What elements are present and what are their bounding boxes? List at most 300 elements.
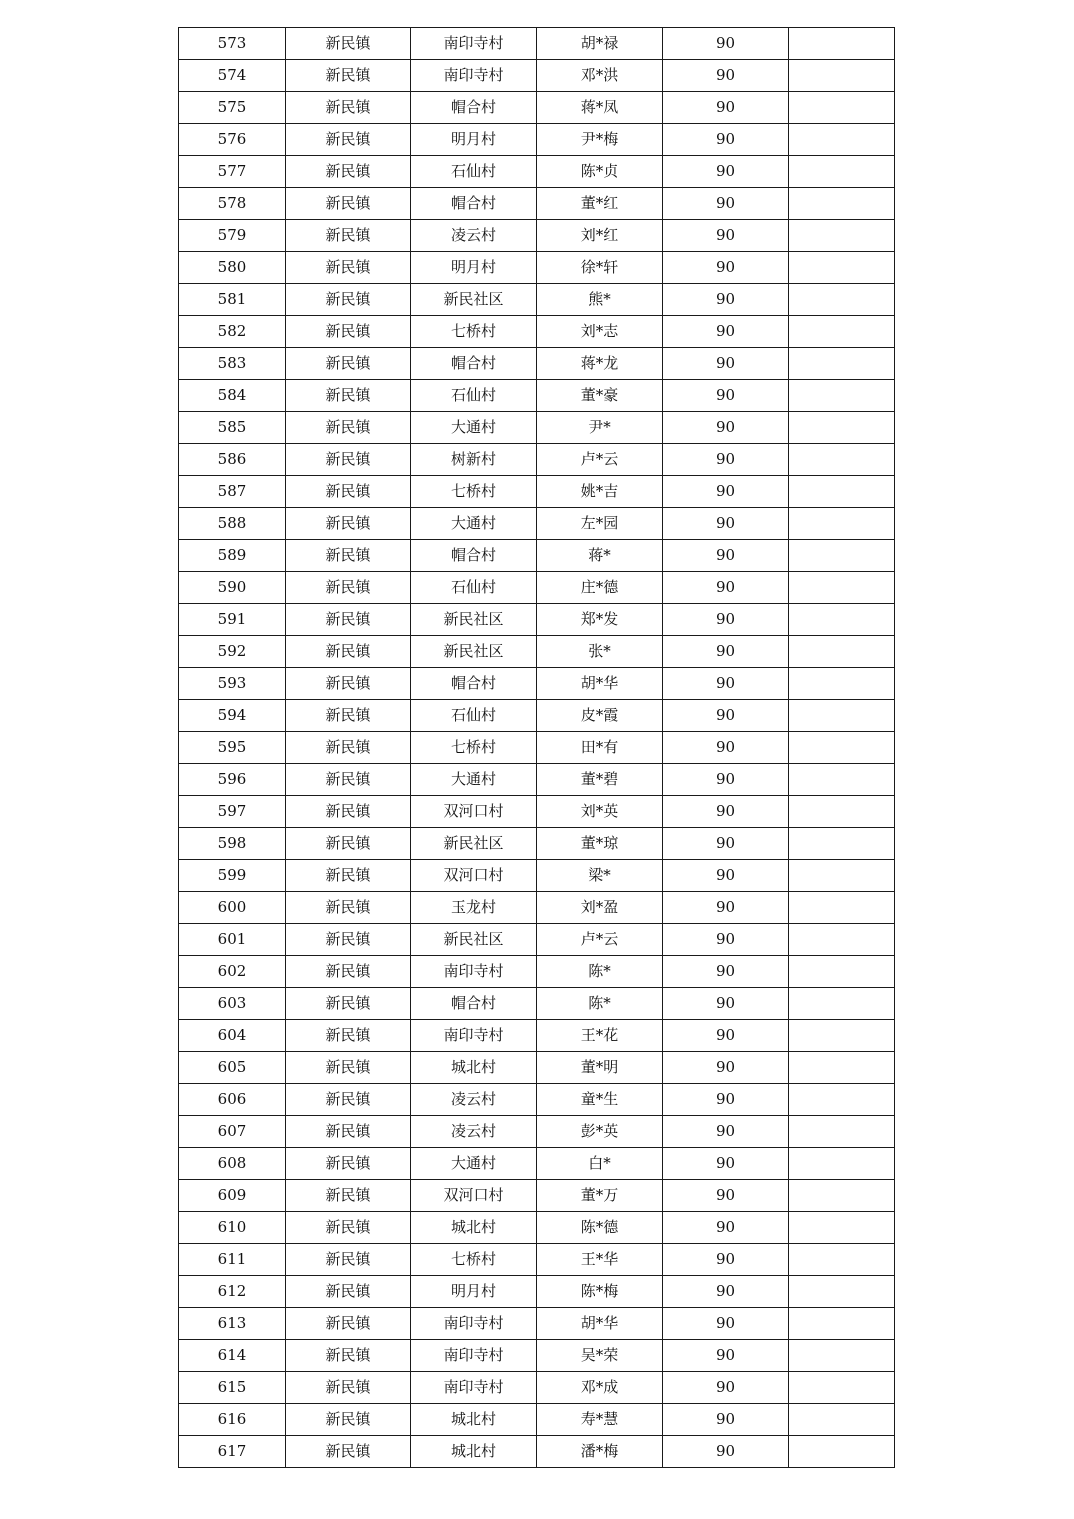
remark-cell	[789, 28, 895, 60]
amount-cell: 90	[663, 92, 789, 124]
table-row	[179, 764, 895, 796]
remark-cell	[789, 604, 895, 636]
table-row	[179, 508, 895, 540]
name-cell: 刘*志	[537, 316, 663, 348]
village-cell: 南印寺村	[411, 1372, 537, 1404]
name-cell: 王*花	[537, 1020, 663, 1052]
town-cell: 新民镇	[286, 1308, 411, 1340]
row-number-cell: 599	[179, 860, 286, 892]
remark-cell	[789, 732, 895, 764]
village-cell: 石仙村	[411, 380, 537, 412]
table-row	[179, 1084, 895, 1116]
table-row	[179, 924, 895, 956]
remark-cell	[789, 412, 895, 444]
town-cell: 新民镇	[286, 348, 411, 380]
table-row	[179, 412, 895, 444]
town-cell: 新民镇	[286, 924, 411, 956]
town-cell: 新民镇	[286, 380, 411, 412]
town-cell: 新民镇	[286, 1180, 411, 1212]
remark-cell	[789, 316, 895, 348]
village-cell: 凌云村	[411, 220, 537, 252]
town-cell: 新民镇	[286, 124, 411, 156]
village-cell: 明月村	[411, 1276, 537, 1308]
amount-cell: 90	[663, 540, 789, 572]
table-row	[179, 988, 895, 1020]
table-row	[179, 1020, 895, 1052]
table-row	[179, 380, 895, 412]
remark-cell	[789, 1084, 895, 1116]
village-cell: 凌云村	[411, 1116, 537, 1148]
name-cell: 彭*英	[537, 1116, 663, 1148]
table-row	[179, 348, 895, 380]
village-cell: 帽合村	[411, 348, 537, 380]
town-cell: 新民镇	[286, 540, 411, 572]
amount-cell: 90	[663, 1340, 789, 1372]
row-number-cell: 597	[179, 796, 286, 828]
amount-cell: 90	[663, 796, 789, 828]
remark-cell	[789, 348, 895, 380]
amount-cell: 90	[663, 892, 789, 924]
remark-cell	[789, 220, 895, 252]
amount-cell: 90	[663, 1436, 789, 1468]
name-cell: 熊*	[537, 284, 663, 316]
town-cell: 新民镇	[286, 60, 411, 92]
name-cell: 尹*	[537, 412, 663, 444]
town-cell: 新民镇	[286, 28, 411, 60]
table-row	[179, 188, 895, 220]
town-cell: 新民镇	[286, 700, 411, 732]
row-number-cell: 614	[179, 1340, 286, 1372]
amount-cell: 90	[663, 316, 789, 348]
village-cell: 大通村	[411, 412, 537, 444]
village-cell: 石仙村	[411, 156, 537, 188]
name-cell: 梁*	[537, 860, 663, 892]
town-cell: 新民镇	[286, 860, 411, 892]
row-number-cell: 606	[179, 1084, 286, 1116]
village-cell: 双河口村	[411, 1180, 537, 1212]
town-cell: 新民镇	[286, 636, 411, 668]
name-cell: 董*明	[537, 1052, 663, 1084]
row-number-cell: 598	[179, 828, 286, 860]
amount-cell: 90	[663, 284, 789, 316]
row-number-cell: 596	[179, 764, 286, 796]
name-cell: 邓*成	[537, 1372, 663, 1404]
village-cell: 大通村	[411, 508, 537, 540]
amount-cell: 90	[663, 444, 789, 476]
row-number-cell: 603	[179, 988, 286, 1020]
table-row	[179, 476, 895, 508]
village-cell: 南印寺村	[411, 956, 537, 988]
remark-cell	[789, 1244, 895, 1276]
row-number-cell: 573	[179, 28, 286, 60]
amount-cell: 90	[663, 1244, 789, 1276]
village-cell: 新民社区	[411, 604, 537, 636]
amount-cell: 90	[663, 604, 789, 636]
name-cell: 尹*梅	[537, 124, 663, 156]
roster-table	[178, 27, 895, 1468]
table-row	[179, 956, 895, 988]
town-cell: 新民镇	[286, 1212, 411, 1244]
village-cell: 七桥村	[411, 316, 537, 348]
row-number-cell: 587	[179, 476, 286, 508]
amount-cell: 90	[663, 60, 789, 92]
remark-cell	[789, 892, 895, 924]
name-cell: 陈*贞	[537, 156, 663, 188]
town-cell: 新民镇	[286, 252, 411, 284]
town-cell: 新民镇	[286, 732, 411, 764]
town-cell: 新民镇	[286, 316, 411, 348]
row-number-cell: 605	[179, 1052, 286, 1084]
amount-cell: 90	[663, 1276, 789, 1308]
town-cell: 新民镇	[286, 668, 411, 700]
table-row	[179, 668, 895, 700]
row-number-cell: 579	[179, 220, 286, 252]
name-cell: 庄*德	[537, 572, 663, 604]
town-cell: 新民镇	[286, 1276, 411, 1308]
village-cell: 南印寺村	[411, 1340, 537, 1372]
table-row	[179, 1436, 895, 1468]
row-number-cell: 595	[179, 732, 286, 764]
amount-cell: 90	[663, 1372, 789, 1404]
amount-cell: 90	[663, 220, 789, 252]
amount-cell: 90	[663, 252, 789, 284]
row-number-cell: 602	[179, 956, 286, 988]
town-cell: 新民镇	[286, 220, 411, 252]
remark-cell	[789, 764, 895, 796]
amount-cell: 90	[663, 476, 789, 508]
amount-cell: 90	[663, 380, 789, 412]
row-number-cell: 584	[179, 380, 286, 412]
amount-cell: 90	[663, 668, 789, 700]
remark-cell	[789, 988, 895, 1020]
table-row	[179, 540, 895, 572]
town-cell: 新民镇	[286, 796, 411, 828]
remark-cell	[789, 1148, 895, 1180]
village-cell: 帽合村	[411, 540, 537, 572]
table-row	[179, 60, 895, 92]
town-cell: 新民镇	[286, 604, 411, 636]
village-cell: 城北村	[411, 1436, 537, 1468]
village-cell: 七桥村	[411, 732, 537, 764]
row-number-cell: 604	[179, 1020, 286, 1052]
remark-cell	[789, 476, 895, 508]
row-number-cell: 582	[179, 316, 286, 348]
row-number-cell: 580	[179, 252, 286, 284]
town-cell: 新民镇	[286, 1020, 411, 1052]
village-cell: 帽合村	[411, 188, 537, 220]
name-cell: 董*琼	[537, 828, 663, 860]
town-cell: 新民镇	[286, 1052, 411, 1084]
table-row	[179, 156, 895, 188]
remark-cell	[789, 380, 895, 412]
row-number-cell: 611	[179, 1244, 286, 1276]
village-cell: 城北村	[411, 1212, 537, 1244]
row-number-cell: 577	[179, 156, 286, 188]
village-cell: 城北村	[411, 1404, 537, 1436]
remark-cell	[789, 636, 895, 668]
village-cell: 新民社区	[411, 828, 537, 860]
remark-cell	[789, 1436, 895, 1468]
table-row	[179, 828, 895, 860]
name-cell: 白*	[537, 1148, 663, 1180]
name-cell: 徐*轩	[537, 252, 663, 284]
town-cell: 新民镇	[286, 1404, 411, 1436]
amount-cell: 90	[663, 1020, 789, 1052]
row-number-cell: 575	[179, 92, 286, 124]
name-cell: 卢*云	[537, 444, 663, 476]
name-cell: 吴*荣	[537, 1340, 663, 1372]
remark-cell	[789, 1212, 895, 1244]
remark-cell	[789, 444, 895, 476]
table-row	[179, 124, 895, 156]
name-cell: 蒋*	[537, 540, 663, 572]
town-cell: 新民镇	[286, 1436, 411, 1468]
village-cell: 明月村	[411, 252, 537, 284]
village-cell: 明月村	[411, 124, 537, 156]
town-cell: 新民镇	[286, 988, 411, 1020]
town-cell: 新民镇	[286, 572, 411, 604]
table-row	[179, 636, 895, 668]
amount-cell: 90	[663, 1084, 789, 1116]
town-cell: 新民镇	[286, 956, 411, 988]
row-number-cell: 609	[179, 1180, 286, 1212]
row-number-cell: 592	[179, 636, 286, 668]
row-number-cell: 616	[179, 1404, 286, 1436]
amount-cell: 90	[663, 924, 789, 956]
amount-cell: 90	[663, 1308, 789, 1340]
remark-cell	[789, 1180, 895, 1212]
table-row	[179, 316, 895, 348]
town-cell: 新民镇	[286, 1148, 411, 1180]
town-cell: 新民镇	[286, 412, 411, 444]
name-cell: 张*	[537, 636, 663, 668]
table-row	[179, 860, 895, 892]
village-cell: 双河口村	[411, 860, 537, 892]
name-cell: 蒋*凤	[537, 92, 663, 124]
town-cell: 新民镇	[286, 1244, 411, 1276]
row-number-cell: 600	[179, 892, 286, 924]
table-row	[179, 1276, 895, 1308]
remark-cell	[789, 508, 895, 540]
village-cell: 帽合村	[411, 988, 537, 1020]
remark-cell	[789, 572, 895, 604]
town-cell: 新民镇	[286, 156, 411, 188]
village-cell: 新民社区	[411, 924, 537, 956]
row-number-cell: 583	[179, 348, 286, 380]
table-row	[179, 1148, 895, 1180]
name-cell: 刘*红	[537, 220, 663, 252]
town-cell: 新民镇	[286, 764, 411, 796]
village-cell: 新民社区	[411, 636, 537, 668]
remark-cell	[789, 1340, 895, 1372]
village-cell: 树新村	[411, 444, 537, 476]
row-number-cell: 615	[179, 1372, 286, 1404]
table-row	[179, 796, 895, 828]
table-row	[179, 572, 895, 604]
table-row	[179, 92, 895, 124]
roster-table-body	[179, 28, 895, 1468]
remark-cell	[789, 252, 895, 284]
amount-cell: 90	[663, 700, 789, 732]
row-number-cell: 612	[179, 1276, 286, 1308]
name-cell: 陈*	[537, 956, 663, 988]
amount-cell: 90	[663, 956, 789, 988]
village-cell: 七桥村	[411, 1244, 537, 1276]
name-cell: 姚*吉	[537, 476, 663, 508]
village-cell: 大通村	[411, 1148, 537, 1180]
remark-cell	[789, 540, 895, 572]
name-cell: 刘*英	[537, 796, 663, 828]
amount-cell: 90	[663, 1212, 789, 1244]
amount-cell: 90	[663, 156, 789, 188]
village-cell: 双河口村	[411, 796, 537, 828]
table-row	[179, 1404, 895, 1436]
table-row	[179, 220, 895, 252]
amount-cell: 90	[663, 1180, 789, 1212]
name-cell: 胡*禄	[537, 28, 663, 60]
table-row	[179, 1308, 895, 1340]
remark-cell	[789, 924, 895, 956]
town-cell: 新民镇	[286, 828, 411, 860]
village-cell: 帽合村	[411, 668, 537, 700]
amount-cell: 90	[663, 1052, 789, 1084]
village-cell: 石仙村	[411, 700, 537, 732]
name-cell: 邓*洪	[537, 60, 663, 92]
amount-cell: 90	[663, 508, 789, 540]
name-cell: 董*豪	[537, 380, 663, 412]
table-row	[179, 284, 895, 316]
remark-cell	[789, 1116, 895, 1148]
name-cell: 潘*梅	[537, 1436, 663, 1468]
name-cell: 陈*德	[537, 1212, 663, 1244]
table-row	[179, 1244, 895, 1276]
row-number-cell: 607	[179, 1116, 286, 1148]
village-cell: 南印寺村	[411, 1020, 537, 1052]
amount-cell: 90	[663, 1148, 789, 1180]
town-cell: 新民镇	[286, 188, 411, 220]
row-number-cell: 585	[179, 412, 286, 444]
name-cell: 胡*华	[537, 668, 663, 700]
amount-cell: 90	[663, 764, 789, 796]
remark-cell	[789, 860, 895, 892]
amount-cell: 90	[663, 636, 789, 668]
town-cell: 新民镇	[286, 92, 411, 124]
amount-cell: 90	[663, 828, 789, 860]
village-cell: 南印寺村	[411, 1308, 537, 1340]
remark-cell	[789, 1020, 895, 1052]
village-cell: 石仙村	[411, 572, 537, 604]
table-row	[179, 700, 895, 732]
remark-cell	[789, 828, 895, 860]
name-cell: 陈*	[537, 988, 663, 1020]
remark-cell	[789, 60, 895, 92]
amount-cell: 90	[663, 348, 789, 380]
row-number-cell: 608	[179, 1148, 286, 1180]
amount-cell: 90	[663, 28, 789, 60]
row-number-cell: 576	[179, 124, 286, 156]
name-cell: 皮*霞	[537, 700, 663, 732]
village-cell: 玉龙村	[411, 892, 537, 924]
table-row	[179, 604, 895, 636]
row-number-cell: 591	[179, 604, 286, 636]
table-row	[179, 732, 895, 764]
town-cell: 新民镇	[286, 892, 411, 924]
table-row	[179, 444, 895, 476]
name-cell: 董*碧	[537, 764, 663, 796]
name-cell: 陈*梅	[537, 1276, 663, 1308]
amount-cell: 90	[663, 860, 789, 892]
row-number-cell: 578	[179, 188, 286, 220]
row-number-cell: 588	[179, 508, 286, 540]
town-cell: 新民镇	[286, 1372, 411, 1404]
amount-cell: 90	[663, 1404, 789, 1436]
table-row	[179, 1212, 895, 1244]
name-cell: 刘*盈	[537, 892, 663, 924]
amount-cell: 90	[663, 572, 789, 604]
village-cell: 凌云村	[411, 1084, 537, 1116]
row-number-cell: 617	[179, 1436, 286, 1468]
name-cell: 童*生	[537, 1084, 663, 1116]
table-row	[179, 28, 895, 60]
row-number-cell: 589	[179, 540, 286, 572]
name-cell: 王*华	[537, 1244, 663, 1276]
village-cell: 南印寺村	[411, 28, 537, 60]
amount-cell: 90	[663, 732, 789, 764]
remark-cell	[789, 124, 895, 156]
town-cell: 新民镇	[286, 444, 411, 476]
name-cell: 卢*云	[537, 924, 663, 956]
remark-cell	[789, 1372, 895, 1404]
remark-cell	[789, 1052, 895, 1084]
remark-cell	[789, 700, 895, 732]
row-number-cell: 601	[179, 924, 286, 956]
table-row	[179, 1052, 895, 1084]
remark-cell	[789, 796, 895, 828]
village-cell: 城北村	[411, 1052, 537, 1084]
village-cell: 新民社区	[411, 284, 537, 316]
name-cell: 田*有	[537, 732, 663, 764]
amount-cell: 90	[663, 412, 789, 444]
remark-cell	[789, 92, 895, 124]
row-number-cell: 581	[179, 284, 286, 316]
row-number-cell: 590	[179, 572, 286, 604]
remark-cell	[789, 668, 895, 700]
table-row	[179, 892, 895, 924]
table-row	[179, 1116, 895, 1148]
amount-cell: 90	[663, 124, 789, 156]
row-number-cell: 586	[179, 444, 286, 476]
name-cell: 董*万	[537, 1180, 663, 1212]
name-cell: 郑*发	[537, 604, 663, 636]
remark-cell	[789, 1276, 895, 1308]
village-cell: 南印寺村	[411, 60, 537, 92]
town-cell: 新民镇	[286, 284, 411, 316]
name-cell: 胡*华	[537, 1308, 663, 1340]
name-cell: 蒋*龙	[537, 348, 663, 380]
table-row	[179, 1340, 895, 1372]
name-cell: 董*红	[537, 188, 663, 220]
remark-cell	[789, 956, 895, 988]
remark-cell	[789, 1308, 895, 1340]
remark-cell	[789, 284, 895, 316]
row-number-cell: 594	[179, 700, 286, 732]
town-cell: 新民镇	[286, 476, 411, 508]
row-number-cell: 574	[179, 60, 286, 92]
town-cell: 新民镇	[286, 1340, 411, 1372]
town-cell: 新民镇	[286, 1116, 411, 1148]
remark-cell	[789, 188, 895, 220]
row-number-cell: 593	[179, 668, 286, 700]
